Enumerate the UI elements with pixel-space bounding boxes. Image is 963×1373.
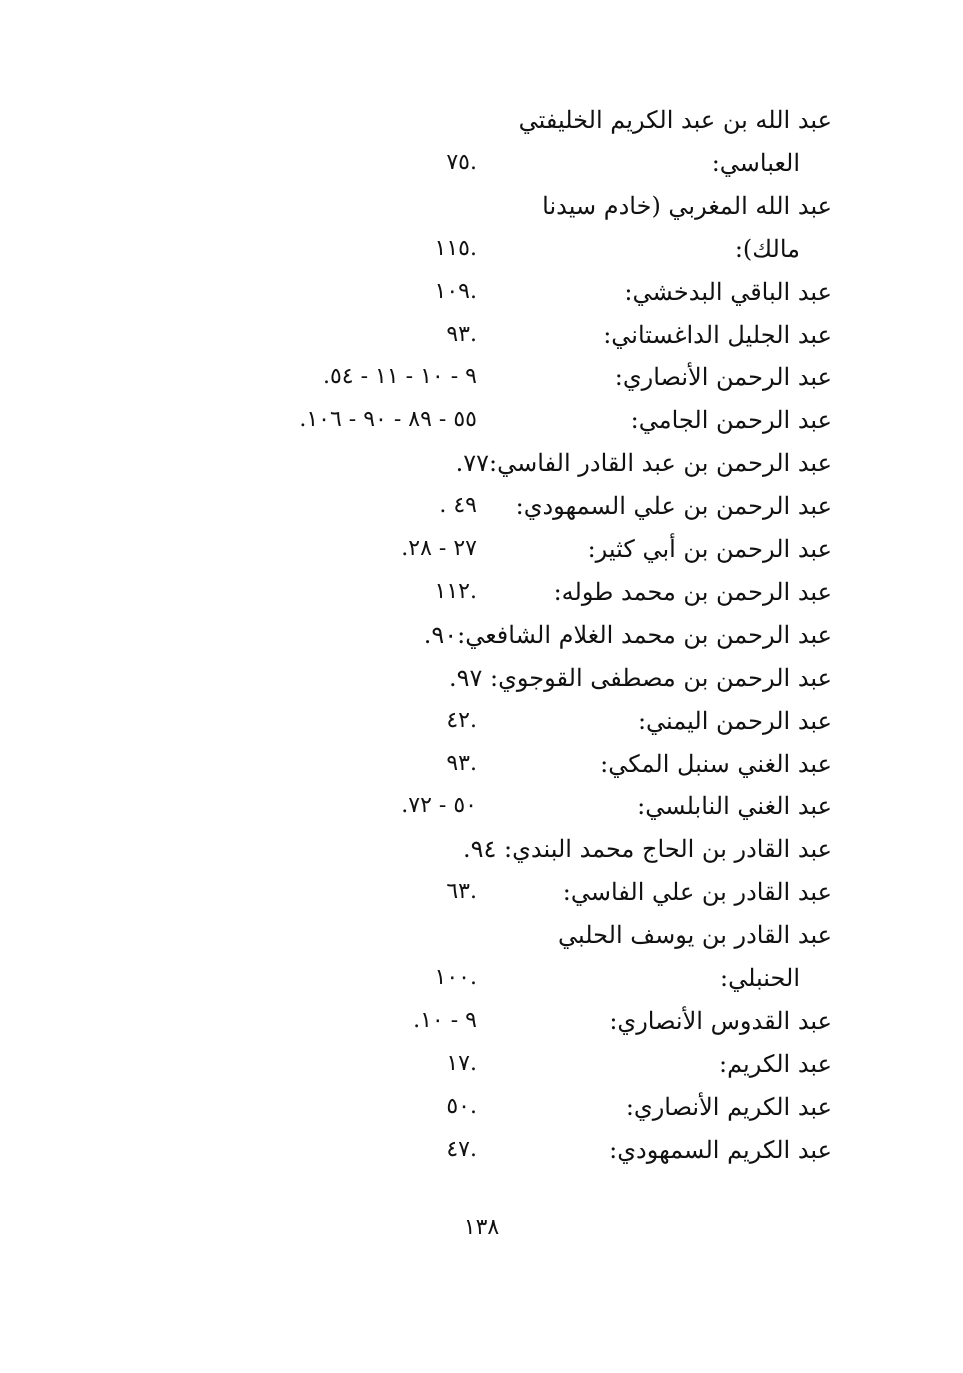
entry-name: عبد الرحمن الأنصاري: (614, 363, 832, 392)
entry-name: عبد الرحمن بن مصطفى القوجوي: ٩٧. (448, 663, 832, 692)
page-number: ١٣٨ (463, 1215, 500, 1240)
entry-name: عبد القادر بن علي الفاسي: (562, 878, 832, 907)
entry-pages: .١٠٠ (434, 965, 477, 990)
entry-pages: ٥٠ - ٧٢. (401, 793, 477, 819)
index-entry (120, 744, 832, 784)
entry-pages: .٥٠ (446, 1093, 477, 1119)
index-entry (120, 872, 832, 912)
entry-pages: .٤٢ (446, 707, 477, 733)
entry-name: عبد الجليل الداغستاني: (603, 320, 832, 349)
index-entry (120, 1001, 832, 1041)
index-entry (120, 1130, 832, 1170)
entry-name: عبد الرحمن بن محمد الغلام الشافعي:٩٠. (423, 620, 832, 649)
entry-name: عبد القدوس الأنصاري: (609, 1006, 832, 1035)
entry-pages: .٩٣ (446, 321, 477, 347)
index-entry (120, 701, 832, 741)
index-entry (120, 658, 832, 698)
entry-name: عبد الكريم السمهودي: (609, 1135, 832, 1164)
index-entry (120, 357, 832, 397)
entry-pages: ٩ - ١٠ - ١١ - ٥٤. (322, 364, 477, 390)
entry-pages: .٩٣ (446, 750, 477, 776)
index-entry (120, 100, 832, 140)
entry-pages: .٦٣ (446, 879, 477, 905)
entry-pages: ٩ - ١٠. (413, 1007, 477, 1033)
entry-pages: .١١٥ (434, 235, 477, 261)
entry-name: الحنبلي: (720, 964, 800, 992)
entry-name: عبد الرحمن بن محمد طوله: (553, 577, 832, 606)
entry-pages: .٤٧ (446, 1136, 477, 1162)
index-entry (120, 1044, 832, 1084)
entry-pages: .١٠٩ (434, 278, 477, 304)
entry-name: عبد الكريم الأنصاري: (625, 1092, 832, 1121)
index-entry (120, 143, 832, 183)
index-entry (120, 829, 832, 869)
entry-pages: ٥٥ - ٨٩ - ٩٠ - ١٠٦. (299, 407, 477, 433)
entry-name: عبد الغني سنبل المكي: (600, 749, 832, 778)
entry-name: مالك): (734, 234, 800, 263)
entry-pages: .١٧ (446, 1050, 477, 1076)
index-entry (120, 400, 832, 440)
entry-name: عبد الغني النابلسي: (637, 792, 832, 821)
entry-name: عبد الرحمن بن علي السمهودي: (515, 492, 832, 521)
entry-name: عبد الرحمن بن أبي كثير: (587, 535, 832, 563)
entry-pages: ٤٩ . (439, 493, 477, 519)
index-entry (120, 958, 832, 998)
index-entry (120, 786, 832, 826)
index-entry (120, 1087, 832, 1127)
index-entry (120, 272, 832, 312)
index-entry (120, 186, 832, 226)
index-entry (120, 229, 832, 269)
index-entry (120, 615, 832, 655)
entry-pages: .٧٥ (446, 149, 477, 175)
index-entry (120, 486, 832, 526)
entry-name: العباسي: (711, 148, 800, 177)
entry-name: عبد الرحمن الجامي: (630, 406, 832, 435)
entry-name: عبد الكريم: (718, 1049, 832, 1078)
index-entry (120, 315, 832, 355)
index-entry (120, 529, 832, 569)
entry-pages: ٢٧ - ٢٨. (401, 536, 477, 561)
entry-name: عبد القادر بن يوسف الحلبي (557, 921, 832, 950)
entry-name: عبد الباقي البدخشي: (624, 277, 832, 306)
entry-name: عبد الرحمن اليمني: (637, 706, 832, 735)
index-entry (120, 915, 832, 955)
index-entry (120, 443, 832, 483)
entry-name: عبد الله بن عبد الكريم الخليفتي (518, 106, 832, 134)
index-entry (120, 572, 832, 612)
entry-name: عبد القادر بن الحاج محمد البندي: ٩٤. (462, 835, 832, 864)
entry-name: عبد الرحمن بن عبد القادر الفاسي:٧٧. (455, 449, 832, 478)
entry-pages: .١١٢ (434, 578, 477, 604)
entry-name: عبد الله المغربي (خادم سيدنا (542, 191, 832, 220)
